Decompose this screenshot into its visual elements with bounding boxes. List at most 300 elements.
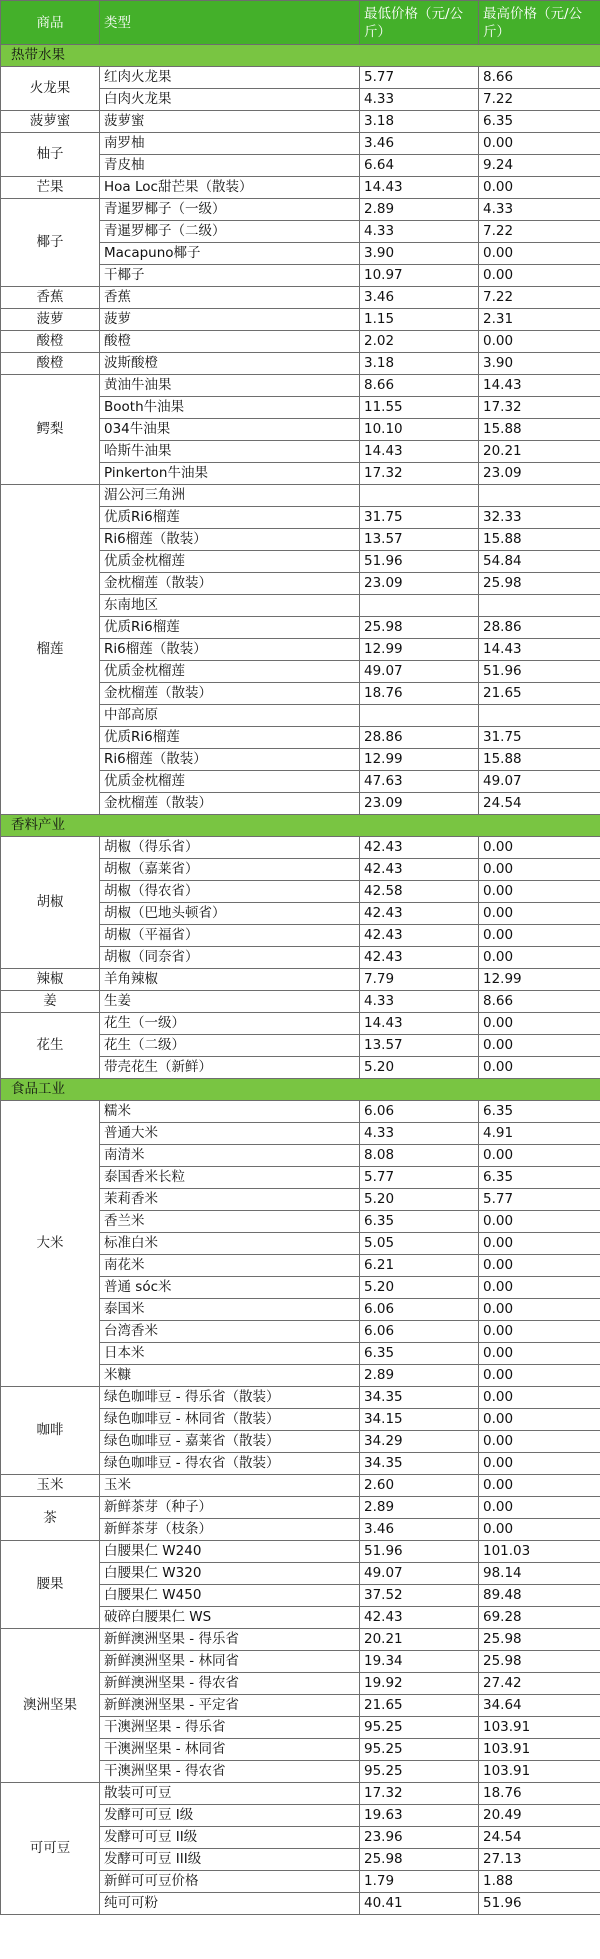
min-price-cell (360, 705, 479, 727)
type-cell: 菠萝 (100, 309, 360, 331)
table-row (1, 1387, 600, 1409)
max-price-cell: 98.14 (479, 1563, 600, 1585)
min-price-cell (360, 485, 479, 507)
commodity-cell: 姜 (1, 991, 100, 1013)
min-price-cell: 19.34 (360, 1651, 479, 1673)
min-price-cell: 2.89 (360, 1365, 479, 1387)
type-cell: 玉米 (100, 1475, 360, 1497)
max-price-cell: 0.00 (479, 1453, 600, 1475)
min-price-cell: 14.43 (360, 1013, 479, 1035)
commodity-cell: 玉米 (1, 1475, 100, 1497)
max-price-cell: 24.54 (479, 1827, 600, 1849)
min-price-cell: 42.43 (360, 947, 479, 969)
min-price-cell: 25.98 (360, 617, 479, 639)
type-cell: 金枕榴莲（散装） (100, 573, 360, 595)
type-cell: 优质金枕榴莲 (100, 551, 360, 573)
max-price-cell: 7.22 (479, 221, 600, 243)
min-price-cell: 3.90 (360, 243, 479, 265)
min-price-cell: 6.06 (360, 1101, 479, 1123)
max-price-cell: 27.13 (479, 1849, 600, 1871)
type-cell: 胡椒（嘉莱省） (100, 859, 360, 881)
min-price-cell: 4.33 (360, 1123, 479, 1145)
type-cell: 酸橙 (100, 331, 360, 353)
commodity-cell: 胡椒 (1, 837, 100, 969)
min-price-cell: 3.18 (360, 111, 479, 133)
type-cell: 茉莉香米 (100, 1189, 360, 1211)
min-price-cell: 2.89 (360, 199, 479, 221)
max-price-cell: 18.76 (479, 1783, 600, 1805)
max-price-cell: 28.86 (479, 617, 600, 639)
min-price-cell: 10.97 (360, 265, 479, 287)
min-price-cell: 5.77 (360, 67, 479, 89)
type-cell: 新鲜澳洲坚果 - 得农省 (100, 1673, 360, 1695)
commodity-cell: 可可豆 (1, 1783, 100, 1915)
type-cell: 干澳洲坚果 - 得乐省 (100, 1717, 360, 1739)
max-price-cell: 0.00 (479, 177, 600, 199)
type-cell: 新鲜澳洲坚果 - 平定省 (100, 1695, 360, 1717)
max-price-cell: 7.22 (479, 287, 600, 309)
max-price-cell: 54.84 (479, 551, 600, 573)
min-price-cell: 6.64 (360, 155, 479, 177)
type-cell: 胡椒（得农省） (100, 881, 360, 903)
min-price-cell: 4.33 (360, 221, 479, 243)
commodity-cell: 椰子 (1, 199, 100, 287)
max-price-cell: 25.98 (479, 573, 600, 595)
max-price-cell: 0.00 (479, 1519, 600, 1541)
type-cell: 青皮柚 (100, 155, 360, 177)
max-price-cell: 49.07 (479, 771, 600, 793)
type-cell: 绿色咖啡豆 - 得乐省（散装） (100, 1387, 360, 1409)
min-price-cell: 31.75 (360, 507, 479, 529)
min-price-cell: 42.43 (360, 1607, 479, 1629)
min-price-cell: 19.63 (360, 1805, 479, 1827)
table-header (1, 1, 600, 45)
min-price-cell: 17.32 (360, 1783, 479, 1805)
table-row (1, 353, 600, 375)
max-price-cell: 0.00 (479, 1299, 600, 1321)
max-price-cell (479, 485, 600, 507)
table-row (1, 67, 600, 89)
min-price-cell: 12.99 (360, 639, 479, 661)
type-cell: 羊角辣椒 (100, 969, 360, 991)
max-price-cell: 3.90 (479, 353, 600, 375)
min-price-cell: 1.15 (360, 309, 479, 331)
type-cell: 台湾香米 (100, 1321, 360, 1343)
min-price-cell: 95.25 (360, 1717, 479, 1739)
commodity-cell: 菠萝蜜 (1, 111, 100, 133)
type-cell: 新鲜可可豆价格 (100, 1871, 360, 1893)
min-price-cell: 6.06 (360, 1321, 479, 1343)
commodity-cell: 鳄梨 (1, 375, 100, 485)
max-price-cell: 24.54 (479, 793, 600, 815)
min-price-cell: 4.33 (360, 89, 479, 111)
table-row (1, 1783, 600, 1805)
commodity-cell: 大米 (1, 1101, 100, 1387)
max-price-cell: 0.00 (479, 1343, 600, 1365)
min-price-cell: 6.21 (360, 1255, 479, 1277)
type-cell: 南花米 (100, 1255, 360, 1277)
type-cell: Ri6榴莲（散装） (100, 529, 360, 551)
max-price-cell: 103.91 (479, 1717, 600, 1739)
section-row (1, 45, 600, 67)
min-price-cell: 28.86 (360, 727, 479, 749)
type-cell: Macapuno椰子 (100, 243, 360, 265)
header-max-price: 最高价格（元/公斤） (479, 1, 600, 45)
commodity-cell: 香蕉 (1, 287, 100, 309)
min-price-cell: 49.07 (360, 661, 479, 683)
table-row (1, 969, 600, 991)
min-price-cell: 51.96 (360, 551, 479, 573)
max-price-cell: 14.43 (479, 375, 600, 397)
max-price-cell: 6.35 (479, 1101, 600, 1123)
header-commodity: 商品 (1, 1, 100, 45)
min-price-cell: 6.35 (360, 1343, 479, 1365)
max-price-cell: 51.96 (479, 1893, 600, 1915)
max-price-cell: 31.75 (479, 727, 600, 749)
type-cell: 发酵可可豆 I级 (100, 1805, 360, 1827)
max-price-cell: 0.00 (479, 1255, 600, 1277)
min-price-cell: 40.41 (360, 1893, 479, 1915)
max-price-cell: 0.00 (479, 1057, 600, 1079)
min-price-cell: 13.57 (360, 529, 479, 551)
type-cell: 泰国香米长粒 (100, 1167, 360, 1189)
min-price-cell: 12.99 (360, 749, 479, 771)
type-cell: 金枕榴莲（散装） (100, 683, 360, 705)
min-price-cell: 34.15 (360, 1409, 479, 1431)
type-cell: 金枕榴莲（散装） (100, 793, 360, 815)
table-row (1, 331, 600, 353)
min-price-cell: 47.63 (360, 771, 479, 793)
type-cell: 优质金枕榴莲 (100, 771, 360, 793)
max-price-cell: 6.35 (479, 111, 600, 133)
type-cell: 优质金枕榴莲 (100, 661, 360, 683)
max-price-cell: 0.00 (479, 1211, 600, 1233)
max-price-cell: 17.32 (479, 397, 600, 419)
max-price-cell: 1.88 (479, 1871, 600, 1893)
max-price-cell: 15.88 (479, 529, 600, 551)
max-price-cell: 0.00 (479, 1233, 600, 1255)
type-cell: 湄公河三角洲 (100, 485, 360, 507)
min-price-cell: 5.20 (360, 1277, 479, 1299)
max-price-cell: 25.98 (479, 1629, 600, 1651)
type-cell: 新鲜茶芽（枝条） (100, 1519, 360, 1541)
type-cell: 新鲜澳洲坚果 - 得乐省 (100, 1629, 360, 1651)
max-price-cell: 0.00 (479, 331, 600, 353)
max-price-cell: 8.66 (479, 67, 600, 89)
section-title: 香料产业 (1, 815, 600, 837)
commodity-cell: 茶 (1, 1497, 100, 1541)
type-cell: 哈斯牛油果 (100, 441, 360, 463)
max-price-cell: 0.00 (479, 1277, 600, 1299)
min-price-cell: 2.89 (360, 1497, 479, 1519)
min-price-cell: 5.05 (360, 1233, 479, 1255)
min-price-cell: 95.25 (360, 1761, 479, 1783)
type-cell: 干澳洲坚果 - 林同省 (100, 1739, 360, 1761)
max-price-cell: 12.99 (479, 969, 600, 991)
min-price-cell: 3.18 (360, 353, 479, 375)
min-price-cell: 14.43 (360, 177, 479, 199)
min-price-cell: 42.43 (360, 903, 479, 925)
max-price-cell: 34.64 (479, 1695, 600, 1717)
type-cell: 花生（一级） (100, 1013, 360, 1035)
max-price-cell: 32.33 (479, 507, 600, 529)
max-price-cell: 0.00 (479, 1387, 600, 1409)
table-row (1, 309, 600, 331)
min-price-cell: 1.79 (360, 1871, 479, 1893)
type-cell: 普通 sóc米 (100, 1277, 360, 1299)
commodity-cell: 咖啡 (1, 1387, 100, 1475)
section-title: 食品工业 (1, 1079, 600, 1101)
min-price-cell: 34.29 (360, 1431, 479, 1453)
type-cell: 胡椒（同奈省） (100, 947, 360, 969)
type-cell: Pinkerton牛油果 (100, 463, 360, 485)
min-price-cell: 14.43 (360, 441, 479, 463)
type-cell: 优质Ri6榴莲 (100, 617, 360, 639)
min-price-cell: 3.46 (360, 133, 479, 155)
type-cell: 绿色咖啡豆 - 林同省（散装） (100, 1409, 360, 1431)
min-price-cell: 42.58 (360, 881, 479, 903)
type-cell: 香蕉 (100, 287, 360, 309)
table-row (1, 1013, 600, 1035)
min-price-cell: 18.76 (360, 683, 479, 705)
commodity-cell: 澳洲坚果 (1, 1629, 100, 1783)
section-row (1, 1079, 600, 1101)
max-price-cell: 103.91 (479, 1761, 600, 1783)
type-cell: 白腰果仁 W240 (100, 1541, 360, 1563)
min-price-cell: 8.08 (360, 1145, 479, 1167)
type-cell: 南罗柚 (100, 133, 360, 155)
max-price-cell: 4.33 (479, 199, 600, 221)
table-row (1, 111, 600, 133)
min-price-cell: 23.09 (360, 793, 479, 815)
max-price-cell: 0.00 (479, 903, 600, 925)
header-row (1, 1, 600, 45)
type-cell: Ri6榴莲（散装） (100, 749, 360, 771)
max-price-cell: 4.91 (479, 1123, 600, 1145)
max-price-cell: 0.00 (479, 1365, 600, 1387)
max-price-cell: 27.42 (479, 1673, 600, 1695)
type-cell: 香兰米 (100, 1211, 360, 1233)
table-row (1, 133, 600, 155)
max-price-cell: 15.88 (479, 749, 600, 771)
max-price-cell: 0.00 (479, 1321, 600, 1343)
max-price-cell: 0.00 (479, 1145, 600, 1167)
type-cell: 034牛油果 (100, 419, 360, 441)
max-price-cell: 25.98 (479, 1651, 600, 1673)
commodity-cell: 榴莲 (1, 485, 100, 815)
type-cell: 优质Ri6榴莲 (100, 727, 360, 749)
commodity-cell: 酸橙 (1, 331, 100, 353)
type-cell: 绿色咖啡豆 - 嘉莱省（散装） (100, 1431, 360, 1453)
min-price-cell: 3.46 (360, 287, 479, 309)
min-price-cell: 42.43 (360, 859, 479, 881)
type-cell: 青暹罗椰子（二级） (100, 221, 360, 243)
table-row (1, 1497, 600, 1519)
type-cell: 生姜 (100, 991, 360, 1013)
max-price-cell: 0.00 (479, 1475, 600, 1497)
table-row (1, 1101, 600, 1123)
type-cell: 新鲜澳洲坚果 - 林同省 (100, 1651, 360, 1673)
table-row (1, 1629, 600, 1651)
commodity-cell: 菠萝 (1, 309, 100, 331)
min-price-cell: 2.60 (360, 1475, 479, 1497)
max-price-cell: 8.66 (479, 991, 600, 1013)
min-price-cell: 5.77 (360, 1167, 479, 1189)
type-cell: 花生（二级） (100, 1035, 360, 1057)
min-price-cell: 5.20 (360, 1189, 479, 1211)
type-cell: 南清米 (100, 1145, 360, 1167)
type-cell: 中部高原 (100, 705, 360, 727)
max-price-cell: 15.88 (479, 419, 600, 441)
max-price-cell: 7.22 (479, 89, 600, 111)
max-price-cell: 0.00 (479, 881, 600, 903)
type-cell: 东南地区 (100, 595, 360, 617)
min-price-cell: 25.98 (360, 1849, 479, 1871)
header-min-price: 最低价格（元/公斤） (360, 1, 479, 45)
max-price-cell: 0.00 (479, 1497, 600, 1519)
max-price-cell: 69.28 (479, 1607, 600, 1629)
max-price-cell: 0.00 (479, 1409, 600, 1431)
section-title: 热带水果 (1, 45, 600, 67)
type-cell: 糯米 (100, 1101, 360, 1123)
type-cell: 波斯酸橙 (100, 353, 360, 375)
min-price-cell: 2.02 (360, 331, 479, 353)
type-cell: 发酵可可豆 II级 (100, 1827, 360, 1849)
type-cell: 普通大米 (100, 1123, 360, 1145)
min-price-cell: 23.96 (360, 1827, 479, 1849)
table-row (1, 375, 600, 397)
max-price-cell: 101.03 (479, 1541, 600, 1563)
type-cell: 散装可可豆 (100, 1783, 360, 1805)
type-cell: 白腰果仁 W320 (100, 1563, 360, 1585)
min-price-cell: 3.46 (360, 1519, 479, 1541)
min-price-cell: 34.35 (360, 1453, 479, 1475)
max-price-cell: 103.91 (479, 1739, 600, 1761)
min-price-cell: 21.65 (360, 1695, 479, 1717)
min-price-cell: 51.96 (360, 1541, 479, 1563)
section-row (1, 815, 600, 837)
max-price-cell: 0.00 (479, 243, 600, 265)
type-cell: 发酵可可豆 III级 (100, 1849, 360, 1871)
min-price-cell: 13.57 (360, 1035, 479, 1057)
max-price-cell: 0.00 (479, 133, 600, 155)
min-price-cell: 23.09 (360, 573, 479, 595)
max-price-cell: 51.96 (479, 661, 600, 683)
min-price-cell: 37.52 (360, 1585, 479, 1607)
max-price-cell: 0.00 (479, 1013, 600, 1035)
min-price-cell: 20.21 (360, 1629, 479, 1651)
type-cell: 干椰子 (100, 265, 360, 287)
min-price-cell: 11.55 (360, 397, 479, 419)
max-price-cell (479, 595, 600, 617)
min-price-cell: 6.06 (360, 1299, 479, 1321)
min-price-cell (360, 595, 479, 617)
min-price-cell: 42.43 (360, 837, 479, 859)
type-cell: 红肉火龙果 (100, 67, 360, 89)
type-cell: 带壳花生（新鲜） (100, 1057, 360, 1079)
table-row (1, 485, 600, 507)
max-price-cell: 9.24 (479, 155, 600, 177)
max-price-cell: 14.43 (479, 639, 600, 661)
min-price-cell: 4.33 (360, 991, 479, 1013)
type-cell: Booth牛油果 (100, 397, 360, 419)
max-price-cell: 21.65 (479, 683, 600, 705)
commodity-cell: 火龙果 (1, 67, 100, 111)
type-cell: 黄油牛油果 (100, 375, 360, 397)
max-price-cell: 6.35 (479, 1167, 600, 1189)
type-cell: Hoa Loc甜芒果（散装） (100, 177, 360, 199)
max-price-cell: 0.00 (479, 1035, 600, 1057)
min-price-cell: 8.66 (360, 375, 479, 397)
max-price-cell: 2.31 (479, 309, 600, 331)
commodity-cell: 腰果 (1, 1541, 100, 1629)
type-cell: 泰国米 (100, 1299, 360, 1321)
max-price-cell: 20.49 (479, 1805, 600, 1827)
max-price-cell: 5.77 (479, 1189, 600, 1211)
min-price-cell: 5.20 (360, 1057, 479, 1079)
max-price-cell (479, 705, 600, 727)
type-cell: 菠萝蜜 (100, 111, 360, 133)
type-cell: 青暹罗椰子（一级） (100, 199, 360, 221)
max-price-cell: 0.00 (479, 925, 600, 947)
min-price-cell: 6.35 (360, 1211, 479, 1233)
table-row (1, 991, 600, 1013)
min-price-cell: 17.32 (360, 463, 479, 485)
type-cell: 米糠 (100, 1365, 360, 1387)
min-price-cell: 7.79 (360, 969, 479, 991)
type-cell: Ri6榴莲（散装） (100, 639, 360, 661)
commodity-cell: 辣椒 (1, 969, 100, 991)
type-cell: 标准白米 (100, 1233, 360, 1255)
commodity-cell: 芒果 (1, 177, 100, 199)
commodity-cell: 酸橙 (1, 353, 100, 375)
commodity-cell: 柚子 (1, 133, 100, 177)
type-cell: 白腰果仁 W450 (100, 1585, 360, 1607)
min-price-cell: 34.35 (360, 1387, 479, 1409)
max-price-cell: 0.00 (479, 837, 600, 859)
type-cell: 破碎白腰果仁 WS (100, 1607, 360, 1629)
type-cell: 绿色咖啡豆 - 得农省（散装） (100, 1453, 360, 1475)
table-row (1, 177, 600, 199)
type-cell: 优质Ri6榴莲 (100, 507, 360, 529)
header-type: 类型 (100, 1, 360, 45)
max-price-cell: 0.00 (479, 265, 600, 287)
type-cell: 胡椒（得乐省） (100, 837, 360, 859)
table-row (1, 287, 600, 309)
min-price-cell: 95.25 (360, 1739, 479, 1761)
type-cell: 白肉火龙果 (100, 89, 360, 111)
max-price-cell: 0.00 (479, 859, 600, 881)
table-row (1, 199, 600, 221)
commodity-cell: 花生 (1, 1013, 100, 1079)
max-price-cell: 0.00 (479, 1431, 600, 1453)
table-row (1, 1475, 600, 1497)
table-row (1, 1541, 600, 1563)
type-cell: 日本米 (100, 1343, 360, 1365)
type-cell: 干澳洲坚果 - 得农省 (100, 1761, 360, 1783)
table-body (1, 45, 600, 1915)
type-cell: 纯可可粉 (100, 1893, 360, 1915)
max-price-cell: 0.00 (479, 947, 600, 969)
min-price-cell: 10.10 (360, 419, 479, 441)
min-price-cell: 49.07 (360, 1563, 479, 1585)
type-cell: 胡椒（巴地头顿省） (100, 903, 360, 925)
max-price-cell: 20.21 (479, 441, 600, 463)
type-cell: 胡椒（平福省） (100, 925, 360, 947)
type-cell: 新鲜茶芽（种子） (100, 1497, 360, 1519)
table-row (1, 837, 600, 859)
min-price-cell: 42.43 (360, 925, 479, 947)
